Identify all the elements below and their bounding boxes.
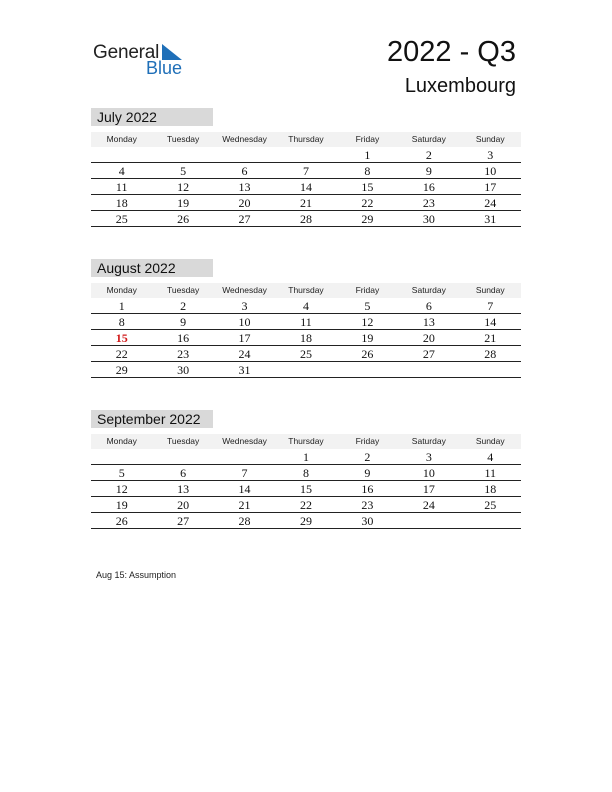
day-cell: 13 xyxy=(177,482,190,496)
day-cell: 11 xyxy=(484,466,497,480)
day-cell: 26 xyxy=(177,212,190,226)
day-cell: 13 xyxy=(238,180,251,194)
day-cell: 18 xyxy=(484,482,497,496)
weekday-label: Sunday xyxy=(475,134,505,144)
week-row xyxy=(91,330,521,346)
day-cell: 17 xyxy=(422,482,435,496)
day-cell xyxy=(460,362,521,377)
day-cell xyxy=(275,147,336,162)
month-september xyxy=(91,410,521,529)
weekday-label: Friday xyxy=(355,134,380,144)
logo-general-text: General xyxy=(93,42,160,63)
day-cell: 28 xyxy=(299,212,312,226)
day-cell xyxy=(91,449,152,464)
day-cell: 28 xyxy=(238,514,251,528)
day-cell: 10 xyxy=(422,466,435,480)
day-cell: 17 xyxy=(238,331,251,345)
day-cell: 12 xyxy=(115,482,128,496)
day-cell: 28 xyxy=(484,347,497,361)
day-cell xyxy=(460,513,521,528)
day-cell xyxy=(214,147,275,162)
day-cell: 12 xyxy=(361,315,374,329)
weekday-label: Monday xyxy=(106,134,137,144)
day-cell: 22 xyxy=(115,347,128,361)
day-cell: 18 xyxy=(115,196,128,210)
holiday-notes xyxy=(96,570,176,580)
day-cell: 9 xyxy=(364,466,371,480)
day-cell: 8 xyxy=(302,466,309,480)
week-row xyxy=(91,147,521,163)
day-cell: 4 xyxy=(302,299,309,313)
day-cell: 22 xyxy=(361,196,374,210)
day-cell xyxy=(398,362,459,377)
month-title: August 2022 xyxy=(91,259,213,277)
holiday-note: Aug 15: Assumption xyxy=(96,570,177,580)
day-cell: 11 xyxy=(115,180,128,194)
day-cell: 25 xyxy=(484,498,497,512)
week-row xyxy=(91,179,521,195)
week-row xyxy=(91,449,521,465)
day-cell: 13 xyxy=(422,315,435,329)
weekday-label: Sunday xyxy=(475,436,505,446)
day-cell: 1 xyxy=(302,450,309,464)
week-row xyxy=(91,465,521,481)
day-cell: 29 xyxy=(361,212,374,226)
day-cell: 23 xyxy=(361,498,374,512)
day-cell: 10 xyxy=(484,164,497,178)
day-cell xyxy=(398,513,459,528)
weekday-label: Wednesday xyxy=(222,285,267,295)
weekday-label: Wednesday xyxy=(222,436,267,446)
day-cell: 5 xyxy=(364,299,371,313)
day-cell: 6 xyxy=(425,299,432,313)
day-cell: 3 xyxy=(241,299,248,313)
week-row xyxy=(91,298,521,314)
day-cell: 1 xyxy=(118,299,125,313)
day-cell xyxy=(275,362,336,377)
day-cell: 29 xyxy=(115,363,128,377)
day-cell: 16 xyxy=(177,331,190,345)
weekday-label: Thursday xyxy=(288,134,324,144)
day-cell: 31 xyxy=(238,363,251,377)
day-cell: 11 xyxy=(300,315,312,329)
weekday-label: Friday xyxy=(355,285,380,295)
day-cell: 4 xyxy=(118,164,125,178)
day-cell: 2 xyxy=(180,299,187,313)
day-cell: 5 xyxy=(180,164,187,178)
day-cell: 21 xyxy=(484,331,497,345)
day-cell: 30 xyxy=(422,212,435,226)
day-cell: 20 xyxy=(422,331,435,345)
day-cell: 10 xyxy=(238,315,251,329)
week-row xyxy=(91,346,521,362)
day-cell: 30 xyxy=(177,363,190,377)
day-cell: 20 xyxy=(238,196,251,210)
day-cell: 21 xyxy=(238,498,251,512)
weekday-header xyxy=(91,132,521,147)
week-row xyxy=(91,163,521,179)
day-cell: 26 xyxy=(361,347,374,361)
month-august xyxy=(91,259,521,378)
day-cell: 9 xyxy=(180,315,187,329)
day-cell: 20 xyxy=(177,498,190,512)
day-cell: 3 xyxy=(487,148,494,162)
weekday-label: Thursday xyxy=(288,436,324,446)
day-cell: 14 xyxy=(238,482,251,496)
day-cell xyxy=(152,147,213,162)
week-row xyxy=(91,497,521,513)
day-cell: 19 xyxy=(115,498,128,512)
day-cell: 2 xyxy=(425,148,432,162)
day-cell: 24 xyxy=(238,347,251,361)
day-cell: 27 xyxy=(238,212,251,226)
holiday-day-cell: 15 xyxy=(115,331,128,345)
day-cell: 25 xyxy=(115,212,128,226)
day-cell: 12 xyxy=(177,180,190,194)
weekday-label: Sunday xyxy=(475,285,505,295)
week-row xyxy=(91,513,521,529)
weekday-header xyxy=(91,434,521,449)
day-cell: 22 xyxy=(299,498,312,512)
day-cell: 14 xyxy=(299,180,312,194)
weekday-label: Tuesday xyxy=(166,436,200,446)
day-cell: 15 xyxy=(299,482,312,496)
day-cell: 27 xyxy=(177,514,190,528)
month-title: July 2022 xyxy=(91,108,213,126)
day-cell: 1 xyxy=(364,148,371,162)
month-july xyxy=(91,108,521,227)
day-cell: 24 xyxy=(422,498,435,512)
day-cell: 9 xyxy=(425,164,432,178)
day-cell: 24 xyxy=(484,196,497,210)
weekday-label: Monday xyxy=(106,285,137,295)
weekday-label: Tuesday xyxy=(166,285,200,295)
week-row xyxy=(91,362,521,378)
day-cell xyxy=(337,362,398,377)
day-cell: 23 xyxy=(422,196,435,210)
weekday-label: Wednesday xyxy=(222,134,267,144)
day-cell: 16 xyxy=(361,482,374,496)
week-row xyxy=(91,211,521,227)
day-cell: 7 xyxy=(302,164,309,178)
weekday-label: Thursday xyxy=(288,285,324,295)
day-cell: 17 xyxy=(484,180,497,194)
day-cell: 2 xyxy=(364,450,371,464)
week-row xyxy=(91,481,521,497)
month-title: September 2022 xyxy=(91,410,213,428)
weekday-label: Monday xyxy=(106,436,137,446)
weekday-label: Saturday xyxy=(411,285,446,295)
day-cell: 25 xyxy=(299,347,312,361)
day-cell: 27 xyxy=(422,347,435,361)
day-cell: 14 xyxy=(484,315,497,329)
day-cell: 16 xyxy=(422,180,435,194)
day-cell: 7 xyxy=(241,466,248,480)
day-cell xyxy=(214,449,275,464)
day-cell xyxy=(91,147,152,162)
day-cell xyxy=(152,449,213,464)
weekday-label: Friday xyxy=(355,436,380,446)
day-cell: 26 xyxy=(115,514,128,528)
day-cell: 8 xyxy=(118,315,125,329)
week-row xyxy=(91,314,521,330)
day-cell: 19 xyxy=(361,331,374,345)
weekday-label: Saturday xyxy=(411,436,446,446)
day-cell: 5 xyxy=(118,466,125,480)
generalblue-logo xyxy=(93,40,193,78)
day-cell: 3 xyxy=(425,450,432,464)
day-cell: 30 xyxy=(361,514,374,528)
weekday-header xyxy=(91,283,521,298)
country-name: Luxembourg xyxy=(404,75,516,97)
day-cell: 6 xyxy=(180,466,187,480)
weekday-label: Saturday xyxy=(411,134,446,144)
day-cell: 8 xyxy=(364,164,371,178)
day-cell: 6 xyxy=(241,164,248,178)
day-cell: 7 xyxy=(487,299,494,313)
day-cell: 21 xyxy=(299,196,312,210)
day-cell: 23 xyxy=(177,347,190,361)
day-cell: 18 xyxy=(299,331,312,345)
page-title: 2022 - Q3 xyxy=(387,36,516,68)
day-cell: 29 xyxy=(299,514,312,528)
day-cell: 19 xyxy=(177,196,190,210)
day-cell: 15 xyxy=(361,180,374,194)
day-cell: 31 xyxy=(484,212,497,226)
week-row xyxy=(91,195,521,211)
weekday-label: Tuesday xyxy=(166,134,200,144)
logo-blue-text: Blue xyxy=(146,58,183,78)
day-cell: 4 xyxy=(487,450,494,464)
